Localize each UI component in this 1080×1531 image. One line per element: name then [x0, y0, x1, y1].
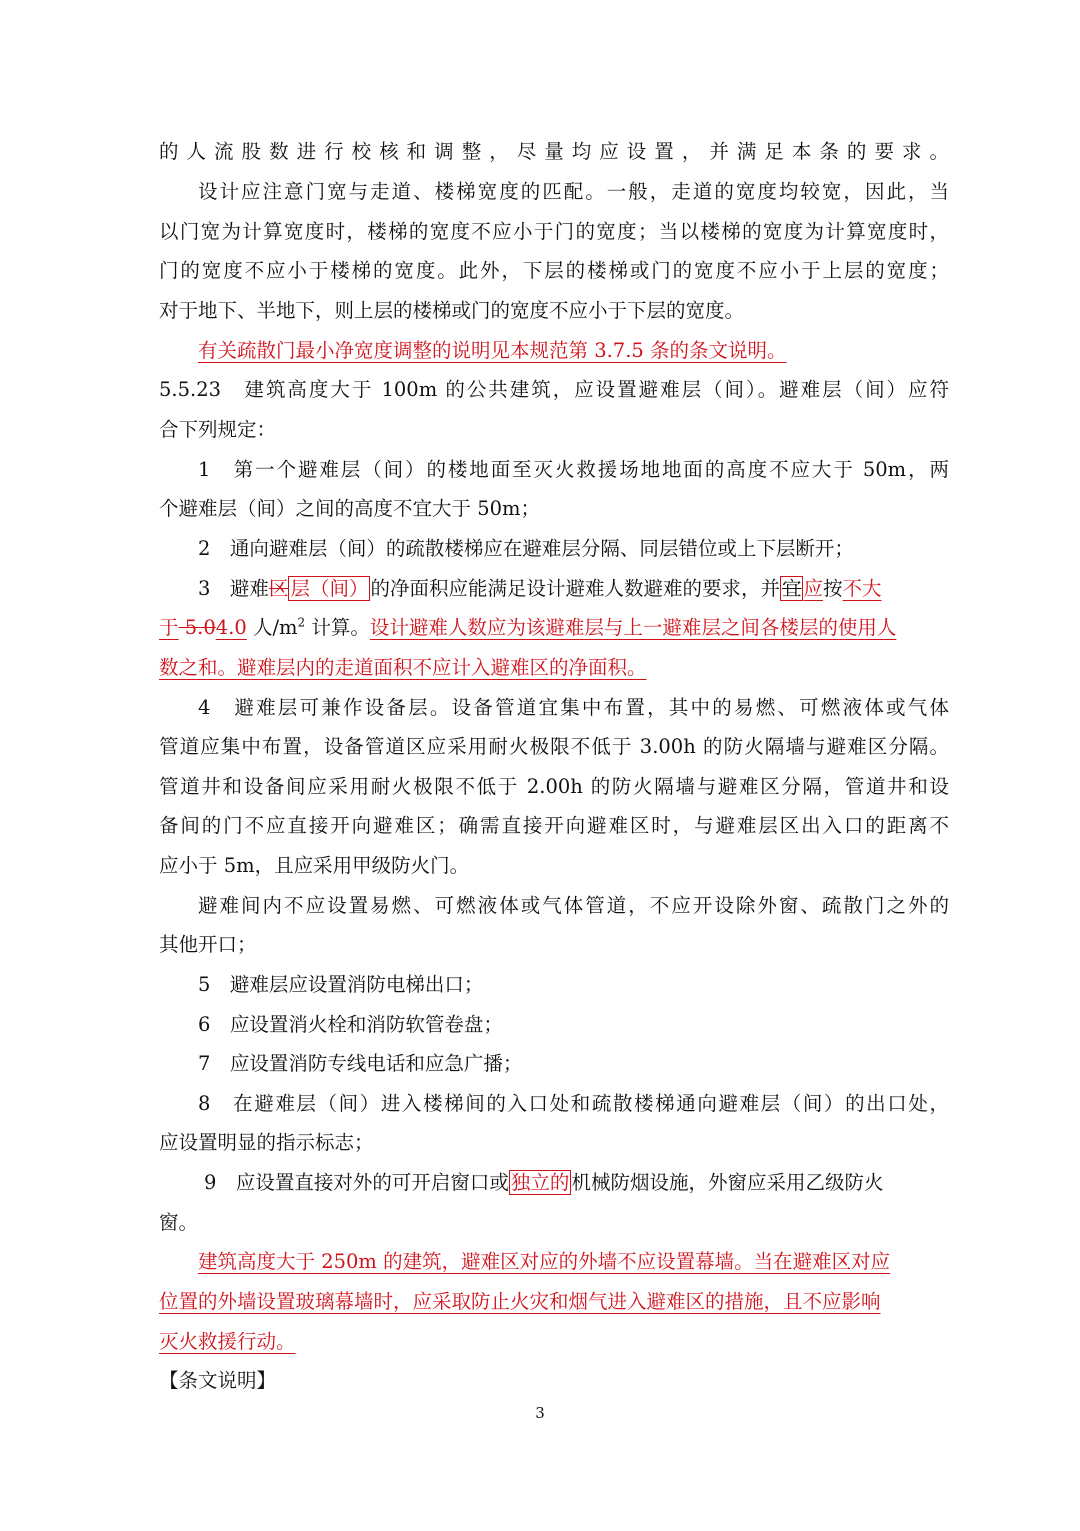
inserted-text: 4.0 — [215, 616, 247, 639]
text: 人/m — [246, 616, 298, 639]
list-item — [198, 971, 949, 999]
text-line — [198, 178, 949, 206]
text-line-revised — [159, 614, 949, 642]
text: 以门宽为计算宽度时，楼梯的宽度不应小于门的宽度；当以楼梯的宽度为计算宽度时， — [159, 220, 949, 243]
revision-text: 数之和。避难层内的走道面积不应计入避难区的净面积。 — [159, 656, 647, 679]
inserted-text: 不大 — [842, 577, 882, 600]
text: 设计应注意门宽与走道、楼梯宽度的匹配。一般，走道的宽度均较宽，因此，当 — [198, 180, 949, 203]
text: 应小于 5m，且应采用甲级防火门。 — [159, 854, 470, 877]
text: 备间的门不应直接开向避难区；确需直接开向避难区时，与避难层区出入口的距离不 — [159, 814, 949, 837]
revision-text: 位置的外墙设置玻璃幕墙时，应采取防止火灾和烟气进入避难区的措施，且不应影响 — [159, 1290, 881, 1313]
list-item — [198, 694, 949, 722]
text: 5 避难层应设置消防电梯出口； — [198, 973, 484, 996]
text: 9 应设置直接对外的可开启窗口或 — [204, 1171, 509, 1194]
list-item-revised — [204, 1169, 949, 1197]
text-line — [159, 812, 949, 840]
deleted-text: 区 — [268, 577, 289, 600]
list-item — [198, 456, 949, 484]
text-line — [159, 138, 949, 166]
text: 管道井和设备间应采用耐火极限不低于 2.00h 的防火隔墙与避难区分隔，管道井和设 — [159, 775, 949, 798]
revision-line — [198, 337, 949, 365]
revision-text: 灭火救援行动。 — [159, 1330, 296, 1353]
text-line — [159, 852, 949, 880]
inserted-text: 独立的 — [510, 1171, 570, 1194]
list-item — [198, 1011, 949, 1039]
inserted-text: 于 — [159, 616, 179, 639]
list-item — [198, 1050, 949, 1078]
text-line — [198, 892, 949, 920]
text: 的人流股数进行校核和调整，尽量均应设置，并满足本条的要求。 — [159, 140, 949, 163]
revision-text: 建筑高度大于 250m 的建筑，避难区对应的外墙不应设置幕墙。当在避难区对应 — [198, 1250, 891, 1273]
section-label — [159, 1367, 949, 1395]
text: 5.5.23 建筑高度大于 100m 的公共建筑，应设置避难层（间）。避难层（间）应符 — [159, 378, 949, 401]
text: 应设置明显的指示标志； — [159, 1131, 374, 1154]
deleted-text: 5.0 — [178, 616, 216, 639]
text-line — [159, 1209, 949, 1237]
text: 计算。 — [305, 616, 370, 639]
text-line — [159, 495, 949, 523]
revision-line — [159, 654, 949, 682]
text: 个避难层（间）之间的高度不宜大于 50m； — [159, 497, 541, 520]
text-line — [159, 1129, 949, 1157]
text: 的净面积应能满足设计避难人数避难的要求，并 — [370, 577, 780, 600]
text-line — [159, 297, 949, 325]
list-item — [198, 535, 949, 563]
text: 对于地下、半地下，则上层的楼梯或门的宽度不应小于下层的宽度。 — [159, 299, 745, 322]
deleted-text: 宜 — [781, 577, 802, 600]
superscript: 2 — [297, 615, 306, 630]
text: 【条文说明】 — [159, 1369, 277, 1392]
text: 按 — [823, 577, 843, 600]
text-line — [159, 733, 949, 761]
text: 8 在避难层（间）进入楼梯间的入口处和疏散楼梯通向避难层（间）的出口处， — [198, 1092, 949, 1115]
revision-line — [198, 1248, 949, 1276]
text-line — [159, 931, 949, 959]
revision-line — [159, 1288, 949, 1316]
text-line — [159, 416, 949, 444]
text: 机械防烟设施，外窗应采用乙级防火 — [571, 1171, 884, 1194]
text: 门的宽度不应小于楼梯的宽度。此外，下层的楼梯或门的宽度不应小于上层的宽度； — [159, 259, 949, 282]
text: 4 避难层可兼作设备层。设备管道宜集中布置，其中的易燃、可燃液体或气体 — [198, 696, 949, 719]
clause-heading — [159, 376, 949, 404]
text: 6 应设置消火栓和消防软管卷盘； — [198, 1013, 503, 1036]
list-item — [198, 1090, 949, 1118]
text-line — [159, 257, 949, 285]
text: 2 通向避难层（间）的疏散楼梯应在避难层分隔、同层错位或上下层断开； — [198, 537, 854, 560]
text: 7 应设置消防专线电话和应急广播； — [198, 1052, 523, 1075]
text: 1 第一个避难层（间）的楼地面至灭火救援场地地面的高度不应大于 50m，两 — [198, 458, 949, 481]
text-line — [159, 773, 949, 801]
revision-text: 有关疏散门最小净宽度调整的说明见本规范第 3.7.5 条的条文说明。 — [198, 339, 787, 362]
text: 避难间内不应设置易燃、可燃液体或气体管道，不应开设除外窗、疏散门之外的 — [198, 894, 949, 917]
inserted-text: 层（间） — [290, 577, 369, 600]
text: 窗。 — [159, 1211, 199, 1234]
text: 其他开口； — [159, 933, 257, 956]
text-line — [159, 218, 949, 246]
text: 管道应集中布置，设备管道区应采用耐火极限不低于 3.00h 的防火隔墙与避难区分隔。 — [159, 735, 949, 758]
list-item-revised — [198, 575, 949, 603]
inserted-text: 设计避难人数应为该避难层与上一避难层之间各楼层的使用人 — [369, 616, 897, 639]
revision-line — [159, 1328, 949, 1356]
inserted-text: 应 — [803, 577, 823, 600]
text: 合下列规定： — [159, 418, 277, 441]
text: 3 避难 — [198, 577, 269, 600]
page-number: 3 — [535, 1404, 545, 1422]
